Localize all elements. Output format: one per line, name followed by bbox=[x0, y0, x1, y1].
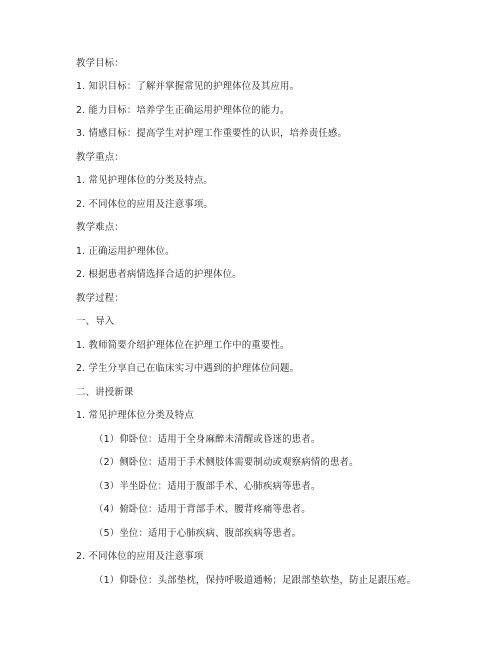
objective-ability: 2. 能力目标：培养学生正确运用护理体位的能力。 bbox=[76, 105, 290, 116]
lesson-item-2: 2. 不同体位的应用及注意事项 bbox=[76, 551, 204, 562]
heading-process: 教学过程： bbox=[76, 293, 124, 304]
position-semi-fowler: （3）半坐卧位：适用于腹部手术、心肺疾病等患者。 bbox=[94, 481, 321, 492]
position-prone: （4）俯卧位：适用于背部手术、腰背疼痛等患者。 bbox=[94, 504, 311, 515]
objective-knowledge: 1. 知识目标：了解并掌握常见的护理体位及其应用。 bbox=[76, 81, 300, 92]
section-introduction: 一、导入 bbox=[76, 316, 115, 327]
objective-emotion: 3. 情感目标：提高学生对护理工作重要性的认识，培养责任感。 bbox=[76, 128, 348, 139]
heading-key-points: 教学重点： bbox=[76, 152, 124, 163]
intro-step-2: 2. 学生分享自己在临床实习中遇到的护理体位问题。 bbox=[76, 363, 300, 374]
lesson-item-1: 1. 常见护理体位分类及特点 bbox=[76, 410, 194, 421]
position-lateral: （2）侧卧位：适用于手术侧肢体需要制动或观察病情的患者。 bbox=[94, 457, 359, 468]
position-supine: （1）仰卧位：适用于全身麻醉未清醒或昏迷的患者。 bbox=[94, 434, 321, 445]
key-point-1: 1. 常见护理体位的分类及特点。 bbox=[76, 175, 214, 186]
section-new-lesson: 二、讲授新课 bbox=[76, 387, 134, 398]
key-point-2: 2. 不同体位的应用及注意事项。 bbox=[76, 199, 214, 210]
difficulty-2: 2. 根据患者病情选择合适的护理体位。 bbox=[76, 269, 242, 280]
intro-step-1: 1. 教师简要介绍护理体位在护理工作中的重要性。 bbox=[76, 340, 290, 351]
difficulty-1: 1. 正确运用护理体位。 bbox=[76, 246, 175, 257]
position-sitting: （5）坐位：适用于心肺疾病、腹部疾病等患者。 bbox=[94, 528, 302, 539]
application-supine: （1）仰卧位：头部垫枕，保持呼吸道通畅；足跟部垫软垫，防止足跟压疮。 bbox=[94, 575, 417, 586]
heading-difficulties: 教学难点： bbox=[76, 222, 124, 233]
heading-teaching-objectives: 教学目标： bbox=[76, 58, 124, 69]
